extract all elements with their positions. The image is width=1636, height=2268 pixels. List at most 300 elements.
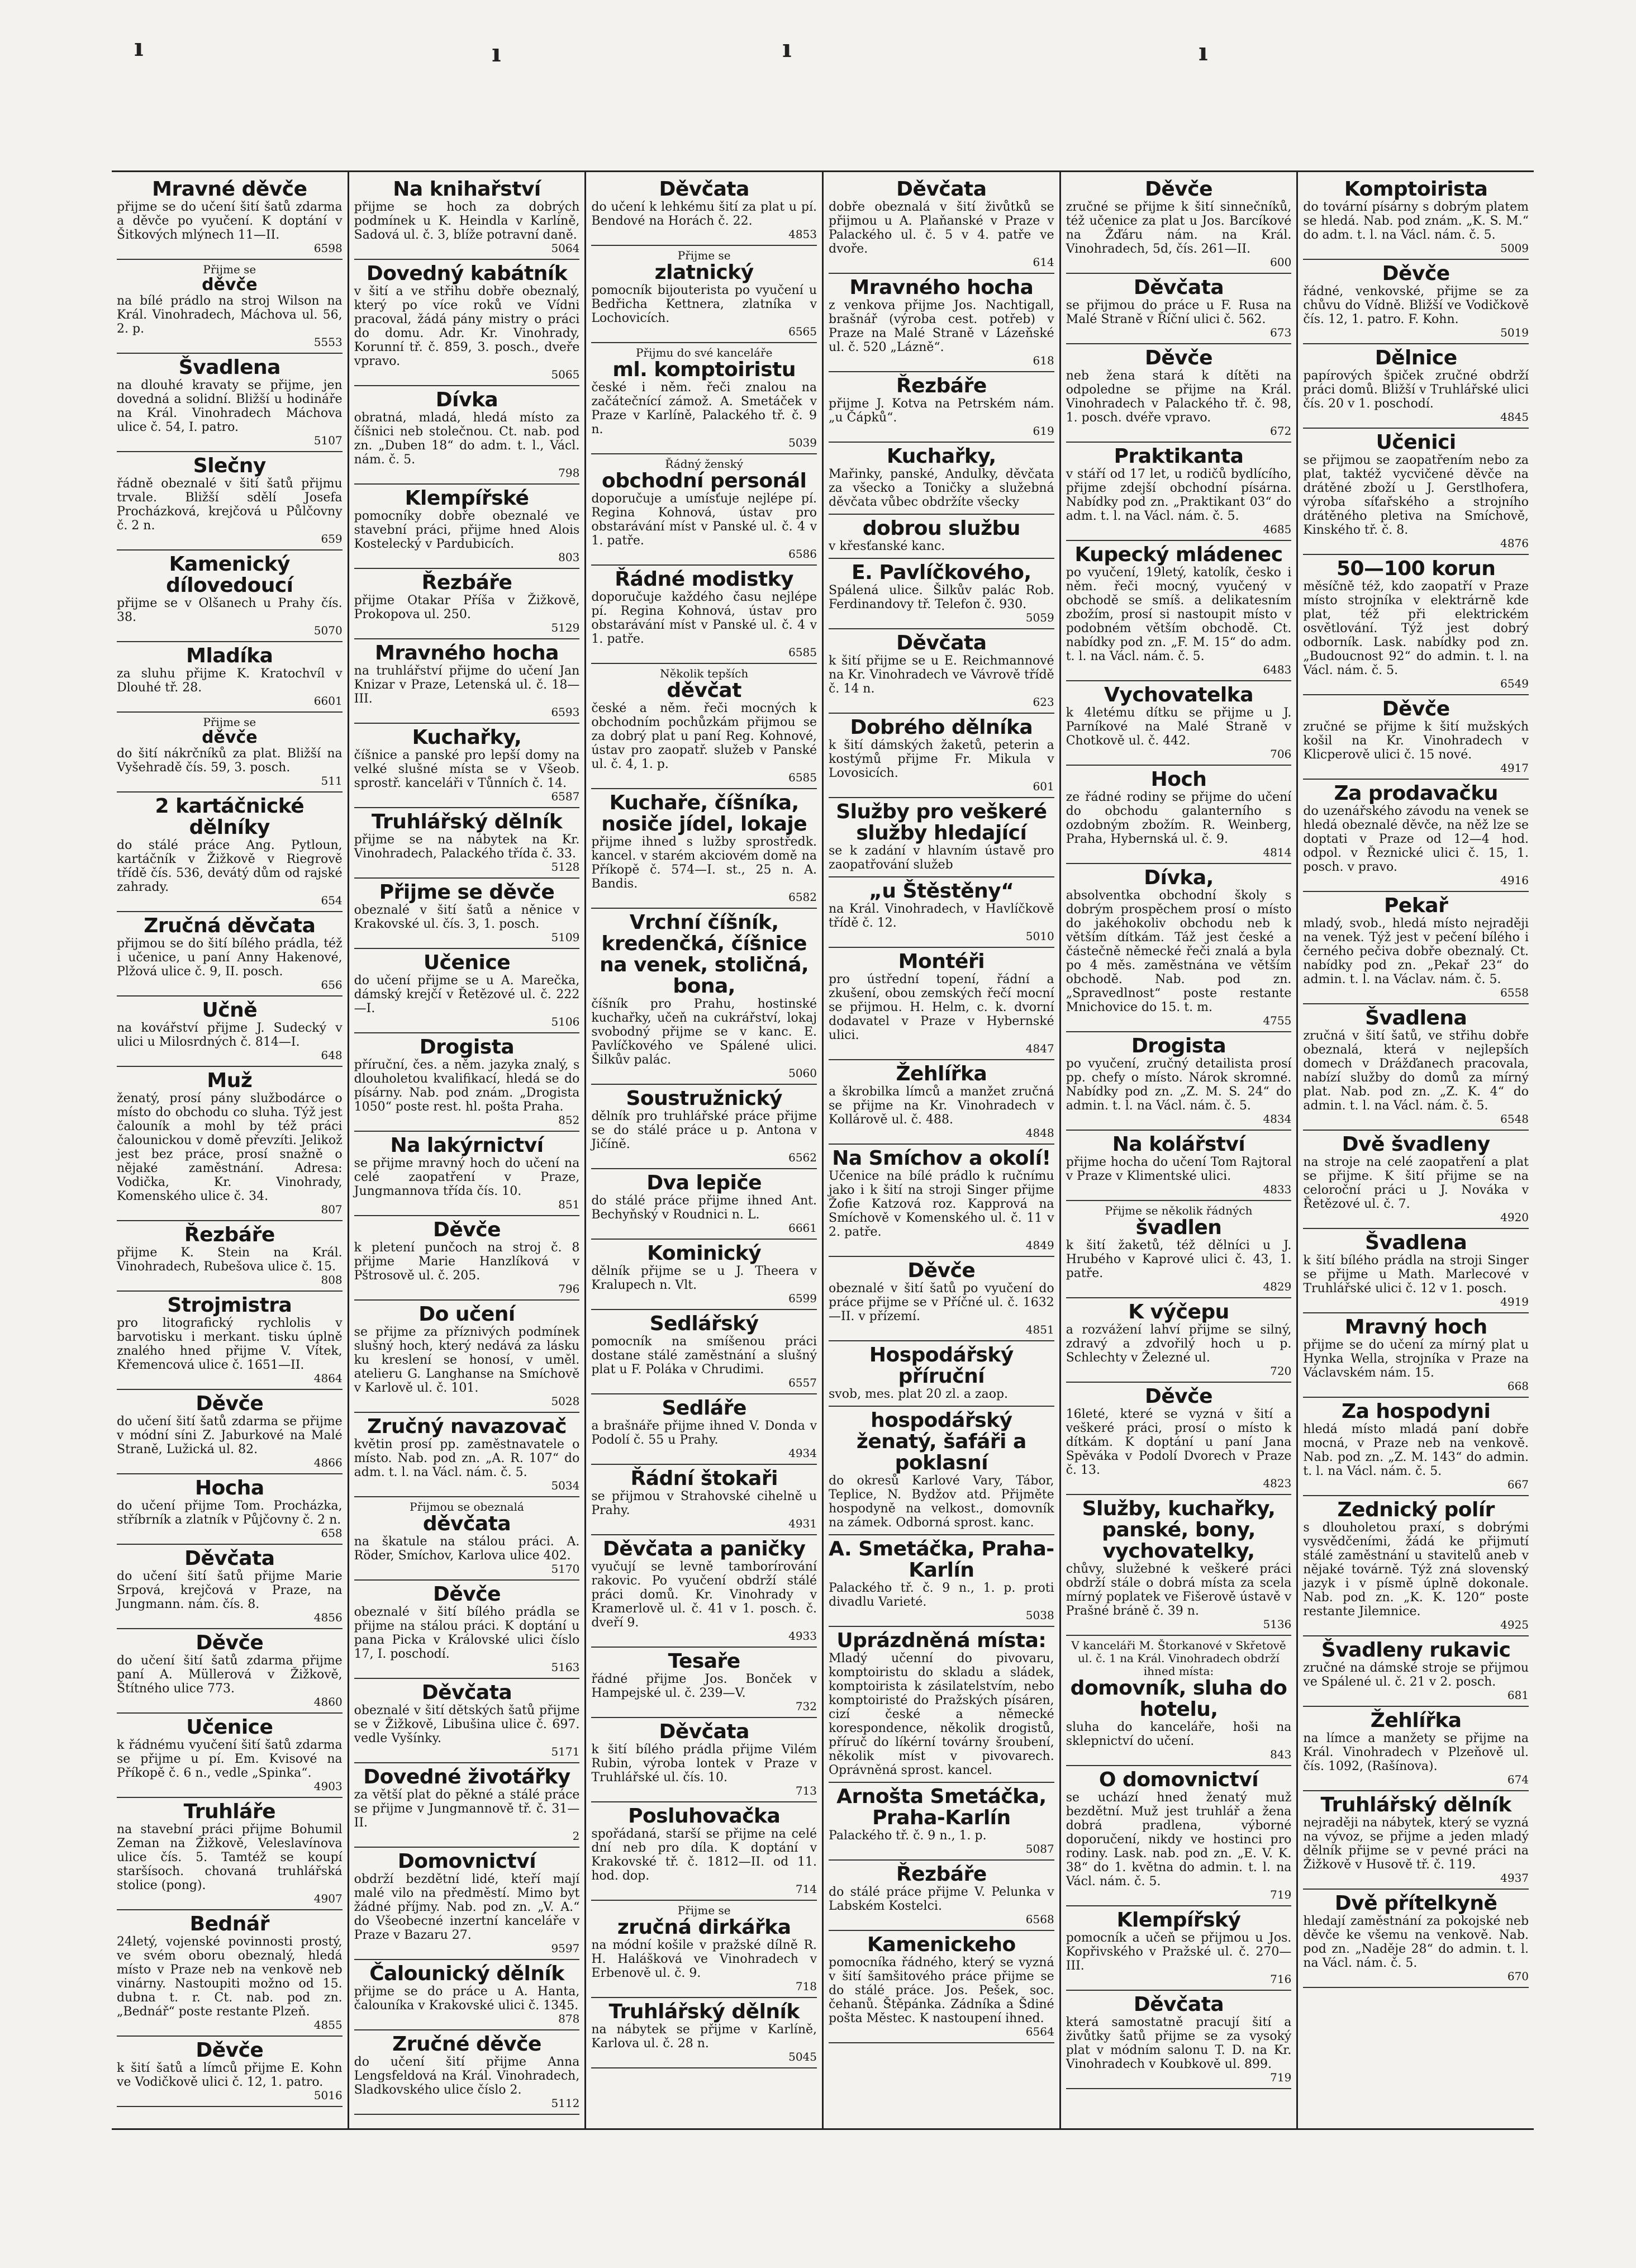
ad-text: na kovářství přijme J. Sudecký v ulici u Milosrdných č. 814—I. [117, 1021, 343, 1049]
classified-ad [1303, 1636, 1529, 1707]
ad-code: 718 [795, 1980, 817, 1993]
ad-text: Učenice na bílé prádlo k ručnímu jako i k šití na stroji Singer přijme Žofie Katzová roz. Kapprová na Smíchově v Komenského ul. č. 11 v 2. patře. [829, 1169, 1054, 1239]
classified-ad [117, 1390, 343, 1474]
ad-text: přijme se do práce u A. Hanta, čalouníka v Krakovské ulici č. 1345. [354, 1985, 580, 2013]
classified-ad [591, 1802, 817, 1901]
ad-code: 4845 [1500, 410, 1529, 424]
classified-ad [354, 1216, 580, 1301]
ad-code: 6562 [788, 1151, 817, 1164]
classified-ad [354, 1413, 580, 1497]
ad-headline: Na Smíchov a okolí! [832, 1147, 1051, 1170]
ad-headline: Kuchaře, číšníka, nosiče jídel, lokaje [601, 791, 807, 836]
ad-text: řádné přijme Jos. Bonček v Hampejské ul. č. 239—V. [591, 1672, 817, 1700]
ad-text: se přijme mravný hoch do učení na celé zaopatření v Praze, Jungmannova třída čís. 10. [354, 1156, 580, 1198]
ad-code: 6598 [313, 241, 343, 255]
ad-text: Mařinky, panské, Andulky, děvčata za všecko a Toničky a služebná děvčata vůbec obdržíte všecky [829, 467, 1054, 509]
ad-code: 6483 [1263, 663, 1292, 676]
ad-text: Palackého tř. č. 9 n., 1. p. proti divadlu Varieté. [829, 1581, 1054, 1609]
ad-code: 4903 [313, 1780, 343, 1793]
ad-code: 673 [1270, 326, 1292, 339]
ad-code: 878 [558, 2012, 580, 2025]
ad-headline: domovník, sluha do hotelu, [1070, 1677, 1287, 1721]
ad-text: do učení šití šatů zdarma přijme paní A. Müllerová v Žižkově, Štítného ulice 773. [117, 1654, 343, 1696]
ad-code: 5087 [1025, 1842, 1054, 1856]
classified-ad [117, 912, 343, 997]
ad-headline: Kuchařky, [887, 445, 996, 468]
ad-headline: Bednář [189, 1913, 269, 1935]
ad-text: s dlouholetou praxí, s dobrými vysvědčeními, žádá ke přijmutí stálé zaměstnání u stavitelů aneb v nějaké továrně. Týž zná slovenský jazyk i v písmě úplně dokonale. Nab. pod zn. „K. K. 120“ poste restante Jilemnice. [1303, 1521, 1529, 1619]
ad-headline: Děvčata [184, 1547, 275, 1570]
classified-ad [591, 1998, 817, 2068]
ad-code: 4848 [1025, 1126, 1054, 1140]
ad-text: do tovární písárny s dobrým platem se hledá. Nab. pod znám. „K. S. M.“ do adm. t. l. na Václ. nám. č. 5. [1303, 200, 1529, 242]
ad-headline: Řezbáře [896, 1863, 987, 1886]
scan-margin [0, 0, 1636, 112]
ad-headline: děvčat [667, 679, 741, 702]
ad-headline: Strojmistra [167, 1294, 292, 1317]
ad-text: se přijmou v Strahovské cihelně u Prahy. [591, 1489, 817, 1517]
ad-headline: Dívka [435, 388, 498, 411]
ad-headline: Soustružnický [626, 1087, 782, 1110]
ad-code: 4823 [1263, 1477, 1292, 1490]
classified-ad [117, 1292, 343, 1390]
classified-ad [354, 1497, 580, 1581]
ad-headline: Řezbáře [184, 1223, 275, 1246]
ad-text: absolventka obchodní školy s dobrým prospěchem prosí o místo do jakéhokoliv obchodu neb k větším dítkám. Táž jest české a částečně německé řeči znalá a byla po 4 měs. zaměstnána ve větším obchodě. Nab. pod zn. „Spravedlnost“ poste restante Mnichovice do 15. t. m. [1066, 889, 1292, 1014]
ad-headline: Mravného hocha [375, 642, 559, 665]
ad-text: k šití šatů a límců přijme E. Kohn ve Vodičkově ulici č. 12, 1. patro. [117, 2061, 343, 2089]
classified-ad [1303, 1890, 1529, 1988]
ad-text: Palackého tř. č. 9 n., 1. p. [829, 1829, 987, 1843]
ad-text: řádné, venkovské, přijme se za chůvu do Vídně. Bližší ve Vodičkově čís. 12, 1. patro. F. Kohn. [1303, 284, 1529, 326]
ad-text: hledají zaměstnání za pokojské neb děvče ke všemu na venkově. Nab. pod zn. „Naděje 28“ do admin. t. l. na Václ. nám. č. 5. [1303, 1914, 1529, 1970]
classified-ad [117, 793, 343, 912]
ad-code: 5128 [551, 860, 580, 874]
ad-headline: ml. komptoiristu [612, 358, 796, 381]
ad-text: dobře obeznalá v šití živůtků se přijmou u A. Plaňanské v Praze v Palackého ul. č. 5 v 4. patře ve dvoře. [829, 200, 1054, 256]
classified-ad [354, 879, 580, 949]
ad-code: 9597 [551, 1942, 580, 1955]
ad-code: 6557 [788, 1376, 817, 1389]
ad-column [112, 172, 348, 2128]
ad-code: 5136 [1263, 1617, 1292, 1631]
ad-text: se přijmou se zaopatřením nebo za plat, taktéž vycvičené děvče na drátěné zboží u J. Gerstlhofera, výroba síťařského a strojního drátěného pletiva na Smíchově, Kinského tř. č. 8. [1303, 453, 1529, 537]
ad-text: k 4letému dítku se přijme u J. Parníkové na Malé Straně v Chotkově ul. č. 442. [1066, 706, 1292, 748]
ad-code: 5070 [313, 624, 343, 637]
ad-text: na bílé prádlo na stroj Wilson na Král. Vinohradech, Máchova ul. 56, 2. p. [117, 294, 343, 336]
classified-ad [591, 909, 817, 1085]
classified-ad [354, 260, 580, 386]
ad-code: 716 [1270, 1972, 1292, 1986]
classified-ad [829, 274, 1054, 372]
ad-text: do stálé práce přijme ihned Ant. Bechyňský v Roudnici n. L. [591, 1194, 817, 1222]
ad-headline: Děvče [1145, 178, 1213, 201]
ad-text: v stáří od 17 let, u rodičů bydlícího, přijme zdejší obchodní písárna. Nabídky pod zn. „Praktikant 03“ do adm. t. l. na Václ. nám. č. 5. [1066, 467, 1292, 523]
ad-headline: Mravné děvče [152, 178, 307, 201]
ad-headline: Švadleny rukavic [1321, 1639, 1511, 1662]
ad-headline: Dívka, [1144, 866, 1214, 889]
classified-ad [591, 1648, 817, 1718]
ad-headline: zručná dirkářka [617, 1916, 791, 1939]
ad-code: 674 [1507, 1773, 1529, 1786]
ad-text: a škrobilka límců a manžet zručná se přijme na Kr. Vinohradech v Kollárově ul. č. 488. [829, 1085, 1054, 1127]
ad-code: 2 [572, 1829, 580, 1843]
classified-ad [1066, 1298, 1292, 1383]
ad-headline: Učně [202, 999, 258, 1022]
ad-code: 719 [1270, 2071, 1292, 2084]
ad-code: 6549 [1500, 677, 1529, 690]
classified-ad [1303, 344, 1529, 429]
ad-text: do šití nákrčníků za plat. Bližší na Vyšehradě čís. 59, 3. posch. [117, 747, 343, 775]
ad-headline: Sedláře [662, 1397, 746, 1420]
ad-headline: Řádní štokaři [630, 1467, 778, 1490]
ad-code: 6593 [551, 705, 580, 719]
ad-text: na límce a manžety se přijme na Král. Vinohradech v Plzeňově ul. čís. 1092, (Rašínova). [1303, 1731, 1529, 1773]
classified-ad [1066, 175, 1292, 274]
classified-ad [354, 639, 580, 724]
ad-code: 4814 [1263, 846, 1292, 859]
ad-code: 4849 [1025, 1239, 1054, 1252]
classified-ad [1303, 695, 1529, 780]
classified-ad [829, 1060, 1054, 1145]
ad-headline: švadlen [1135, 1216, 1222, 1239]
ad-headline: Děvče [196, 1631, 264, 1654]
ad-text: ze řádné rodiny se přijme do učení do obchodu galanterního s ozdobným zbožím. R. Weinberg, Praha, Hybernská ul. č. 9. [1066, 790, 1292, 846]
ad-code: 5060 [788, 1066, 817, 1080]
ad-headline: Tesaře [668, 1650, 740, 1673]
ad-code: 6661 [788, 1221, 817, 1235]
classified-ads-page [112, 170, 1534, 2130]
classified-ad [1303, 260, 1529, 344]
classified-ad [354, 569, 580, 639]
ad-text: přijme se do učení za mírný plat u Hynka Wella, strojníka v Praze na Václavském nám. 15. [1303, 1338, 1529, 1380]
ad-headline: A. Smetáčka, Praha-Karlín [829, 1538, 1054, 1582]
ad-headline: Slečny [193, 454, 266, 477]
classified-ad [1066, 344, 1292, 443]
ad-headline: Do učení [418, 1303, 515, 1326]
ad-code: 713 [795, 1784, 817, 1797]
ad-code: 5065 [551, 368, 580, 381]
ad-text: obdrží bezdětní lidé, kteří mají malé vilo na předměstí. Mimo byt žádné příjmy. Nab. pod zn. „V. A.“ do Všeobecné inzertní kanceláře v Praze v Bazaru 27. [354, 1872, 580, 1942]
classified-ad [1066, 1032, 1292, 1131]
ad-code: 667 [1507, 1478, 1529, 1491]
classified-ad [829, 948, 1054, 1060]
classified-ad [1303, 1496, 1529, 1636]
ad-text: k šití bílého prádla přijme Vilém Rubin, výroba lontek v Praze v Truhlářské ul. čís. 10. [591, 1743, 817, 1785]
classified-ad [829, 1931, 1054, 2043]
ad-headline: Přijme se děvče [379, 881, 555, 904]
ad-headline: Uprázdněná místa: [836, 1629, 1047, 1652]
classified-ad [1303, 1707, 1529, 1791]
ad-code: 6587 [551, 790, 580, 803]
classified-ad [591, 664, 817, 789]
ad-text: se k zadání v hlavním ústavě pro zaopatřování služeb [829, 844, 1054, 872]
ad-headline: Řádné modistky [615, 568, 794, 591]
classified-ad [591, 1465, 817, 1535]
ad-text: přijme Otakar Příša v Žižkově, Prokopova ul. 250. [354, 594, 580, 621]
ad-text: příruční, čes. a něm. jazyka znalý, s dlouholetou kvalifikací, hledá se do písárny. Nab. pod znám. „Drogista 1050“ poste rest. hl. pošta Praha. [354, 1058, 580, 1114]
ad-headline: Dva lepiče [646, 1171, 762, 1194]
ad-text: přijme se hoch za dobrých podmínek u K. Heindla v Karlíně, Sadová ul. č. 3, blíže potravní daně. [354, 200, 580, 242]
classified-ad [591, 246, 817, 343]
ad-headline: Posluhovačka [628, 1805, 781, 1828]
ad-code: 5129 [551, 621, 580, 634]
classified-ad [1066, 864, 1292, 1032]
ad-code: 4925 [1500, 1618, 1529, 1631]
classified-ad [1066, 1495, 1292, 1636]
ad-text: obeznalé v šití šatů po vyučení do práce přijme se v Příčné ul. č. 1632—II. v přízemí. [829, 1282, 1054, 1323]
ad-text: pomocník bijouterista po vyučení u Bedřicha Kettnera, zlatníka v Lochovicích. [591, 283, 817, 325]
ad-code: 4855 [313, 2018, 343, 2032]
ad-headline: Kamenickeho [867, 1933, 1016, 1956]
ad-text: pomocník a učeň se přijmou u Jos. Kopřivského v Pražské ul. č. 270—III. [1066, 1931, 1292, 1973]
ad-code: 614 [1033, 255, 1054, 269]
ad-text: nejraději na nábytek, který se vyzná na vývoz, se přijme a jeden mladý dělník přijme se v pevné práci na Žižkově v Husově tř. č. 119. [1303, 1816, 1529, 1872]
classified-ad [354, 386, 580, 485]
classified-ad [354, 2030, 580, 2115]
classified-ad [829, 629, 1054, 714]
ad-headline: Děvče [196, 2039, 264, 2062]
ad-text: české i něm. řeči znalou na začátečnící zámož. A. Smetáček v Praze v Karlíně, Palackého tř. č. 9 n. [591, 381, 817, 436]
ad-text: na módní košile v pražské dílně R. H. Halášková ve Vinohradech v Erbenově ul. č. 9. [591, 1938, 817, 1980]
ad-text: na škatule na stálou práci. A. Röder, Smíchov, Karlova ulice 402. [354, 1535, 580, 1563]
ad-text: k řádnému vyučení šití šatů zdarma se přijme u pí. Em. Kvisové na Příkopě č. 6 n., vedle „Spinka“. [117, 1738, 343, 1780]
ad-text: přijme se na nábytek na Kr. Vinohradech, Palackého třída č. 33. [354, 833, 580, 861]
ad-headline: Truhlářský dělník [608, 2000, 800, 2023]
classified-ad [354, 1581, 580, 1679]
ad-code: 648 [321, 1048, 343, 1062]
ad-headline: „u Štěstěny“ [869, 880, 1014, 903]
classified-ad [117, 1545, 343, 1629]
classified-ad [591, 1085, 817, 1169]
ad-text: přijme se v Olšanech u Prahy čís. 38. [117, 596, 343, 624]
ad-code: 5028 [551, 1394, 580, 1408]
classified-ad [829, 443, 1054, 515]
classified-ad [117, 713, 343, 793]
classified-ad [591, 175, 817, 246]
classified-ad [354, 1132, 580, 1216]
classified-ad [117, 1714, 343, 1798]
ad-headline: Truhlářský dělník [1320, 1793, 1511, 1816]
ad-lead-in: Přijme se několik řádných [1105, 1204, 1253, 1217]
ad-text: ženatý, prosí pány službodárce o místo do obchodu co sluha. Týž jest čalouník a mohl by též práci čalounickou v domě převzíti. Jelikož jest bez práce, prosí snažně o nějaké zaměstnání. Adresa: Vodička, Kr. Vinohrady, Komenského ulice č. 34. [117, 1092, 343, 1203]
scan-mark: ı [134, 34, 144, 62]
classified-ad [829, 1145, 1054, 1257]
ad-headline: Děvčata [1133, 1993, 1224, 2016]
ad-code: 5019 [1500, 326, 1529, 339]
classified-ad [1066, 1636, 1292, 1766]
ad-headline: Truhlářský dělník [371, 810, 563, 833]
classified-ad [829, 1783, 1054, 1861]
ad-headline: Drogista [1131, 1035, 1226, 1057]
ad-code: 6548 [1500, 1112, 1529, 1126]
ad-code: 6586 [788, 547, 817, 561]
ad-text: na dlouhé kravaty se přijme, jen dovedná a solidní. Bližší u hodináře na Král. Vinohradech Máchova ulice č. 54, I. patro. [117, 378, 343, 434]
ad-headline: Čalounický dělník [369, 1962, 564, 1985]
ad-headline: Truhláře [183, 1800, 276, 1823]
ad-headline: Hospodářský příruční [869, 1344, 1014, 1388]
ad-subheadline: děvče [202, 275, 258, 295]
ad-headline: 2 kartáčnické dělníky [155, 795, 305, 839]
ad-code: 4864 [313, 1372, 343, 1385]
ad-text: přijmou se do šití bílého prádla, též i učenice, u paní Anny Hakenové, Plžová ulice č. 9, II. posch. [117, 937, 343, 979]
ad-code: 672 [1270, 424, 1292, 438]
ad-headline: K výčepu [1128, 1301, 1229, 1323]
ad-text: za větší plat do pěkné a stálé práce se přijme v Jungmannově tř. č. 31—II. [354, 1788, 580, 1830]
classified-ad [354, 1301, 580, 1413]
ad-text: chůvy, služebné k veškeré práci obdrží stále o dobrá místa za scela mírný poplatek ve Fišerově ústavě v Prašné bráně č. 39 n. [1066, 1562, 1292, 1618]
ad-headline: Mravný hoch [1344, 1316, 1487, 1339]
ad-code: 807 [321, 1203, 343, 1216]
ad-headline: Hocha [195, 1477, 264, 1500]
ad-text: do učení šití přijme Anna Lengsfeldová na Král. Vinohradech, Sladkovského ulice číslo 2. [354, 2055, 580, 2097]
ad-headline: Klempířské [405, 487, 529, 510]
ad-code: 4919 [1500, 1295, 1529, 1308]
ad-headline: zlatnický [654, 261, 754, 284]
classified-ad [117, 1474, 343, 1545]
ad-headline: Učenice [423, 951, 511, 974]
ad-headline: hospodářský ženatý, šafáři a poklasní [856, 1409, 1026, 1474]
ad-headline: Za prodavačku [1334, 782, 1498, 805]
ad-code: 4856 [313, 1611, 343, 1624]
classified-ad [1066, 681, 1292, 766]
ad-text: pro ústřední topení, řádní a zkušení, obou zemských řečí mocní se přijmou. H. Helm, c. k. dvorní dodavatel v Praze v Hybernské ulici. [829, 972, 1054, 1042]
ad-code: 4833 [1263, 1183, 1292, 1196]
ad-text: na Král. Vinohradech, v Havlíčkově třídě č. 12. [829, 902, 1054, 930]
ad-headline: Služby pro veškeré služby hledající [836, 800, 1047, 844]
ad-text: se přijmou do práce u F. Rusa na Malé Straně v Říční ulici č. 562. [1066, 298, 1292, 326]
ad-lead-in: Přijme se [203, 263, 256, 276]
classified-ad [1066, 443, 1292, 541]
ad-code: 4920 [1500, 1211, 1529, 1224]
ad-code: 5109 [551, 931, 580, 944]
classified-ad [829, 175, 1054, 274]
classified-ad [1303, 892, 1529, 1004]
ad-text: a brašnáře přijme ihned V. Donda v Podolí č. 55 u Prahy. [591, 1419, 817, 1447]
classified-ad [117, 997, 343, 1067]
ad-code: 6601 [313, 694, 343, 708]
ad-headline: Děvčata [1133, 276, 1224, 299]
classified-ad [591, 1901, 817, 1998]
ad-text: dělník přijme se u J. Theera v Kralupech n. Vlt. [591, 1264, 817, 1292]
ad-text: po vyučení, 19letý, katolík, česko i něm. řeči mocný, vyučený v obchodě se smíš. a delikatesním zbožím, prosí si nastoupit místo v podobném větším obchodě. Ct. nabídky pod zn. „F. M. 15“ do adm. t. l. na Václ. nám. č. 5. [1066, 566, 1292, 663]
ad-lead-in: Přijme se [677, 249, 731, 262]
ad-headline: Dobrého dělníka [850, 716, 1033, 739]
ad-code: 4917 [1500, 761, 1529, 775]
ad-text: pomocníky dobře obeznalé ve stavební práci, přijme hned Alois Kostelecký v Pardubicích. [354, 509, 580, 551]
ad-headline: Žehlířka [1370, 1709, 1462, 1732]
ad-text: k šití bílého prádla na stroji Singer se přijme u Math. Marlecové v Truhlářské ulici č. 12 v 1. posch. [1303, 1254, 1529, 1296]
ad-text: 24letý, vojenské povinnosti prostý, ve svém oboru obeznalý, hledá místo v Praze neb na venkově neb vinárny. Nastoupiti možno od 15. dubna t. r. Ct. nab. pod zn. „Bednář“ poste restante Plzeň. [117, 1935, 343, 2019]
ad-text: a rozvážení lahví přijme se silný, zdravý a zdvořilý hoch u p. Schlechty v Železné ul. [1066, 1323, 1292, 1365]
classified-ad [591, 454, 817, 566]
ad-headline: Za hospodyni [1341, 1400, 1491, 1423]
ad-headline: Vychovatelka [1104, 684, 1254, 706]
ad-text: obeznalé v šití bílého prádla se přijme na stálou práci. K doptání u pana Picka v Královské ulici číslo 17, I. poschodí. [354, 1605, 580, 1661]
ad-code: 5034 [551, 1479, 580, 1492]
ad-text: pomocník na smíšenou práci dostane stálé zaměstnání a slušný plat u F. Poláka v Chrudimi. [591, 1335, 817, 1377]
ad-subheadline: děvče [202, 728, 258, 747]
ad-lead-in: V kanceláři M. Štorkanové v Skřetově ul. č. 1 na Král. Vinohradech obdrží ihned místa: [1071, 1639, 1286, 1678]
ad-code: 6585 [788, 646, 817, 659]
ad-headline: Děvčata a paničky [602, 1538, 806, 1560]
ad-text: z venkova přijme Jos. Nachtigall, brašnář (výroba cest. potřeb) v Praze na Malé Straně v Lázeňské ul. č. 520 „Lázně“. [829, 298, 1054, 354]
ad-text: po vyučení, zručný detailista prosí pp. chefy o místo. Nárok skromné. Nabídky pod zn. „Z. M. S. 24“ do admin. t. l. na Václ. nám. č. 5. [1066, 1057, 1292, 1113]
ad-code: 4755 [1263, 1014, 1292, 1027]
ad-headline: děvčata [422, 1512, 511, 1535]
ad-code: 5010 [1025, 929, 1054, 943]
ad-headline: Arnošta Smetáčka, Praha-Karlín [836, 1785, 1047, 1829]
ad-text: číšník pro Prahu, hostinské kuchařky, učeň na cukrářství, lokaj svobodný přijme se v kanc. E. Pavlíčkového ve Spálené ulici. Šilkův palác. [591, 997, 817, 1067]
ad-code: 4937 [1500, 1871, 1529, 1885]
classified-ad [354, 1960, 580, 2030]
ad-code: 5016 [313, 2089, 343, 2102]
ad-headline: Praktikanta [1114, 445, 1244, 468]
ad-code: 623 [1033, 695, 1054, 709]
ad-text: v křesťanské kanc. [829, 539, 945, 553]
ad-headline: Zručná děvčata [144, 914, 316, 937]
ad-code: 619 [1033, 424, 1054, 438]
ad-code: 4907 [313, 1892, 343, 1905]
classified-ad [1066, 1131, 1292, 1201]
ad-headline: Dovedný kabátník [366, 262, 568, 285]
ad-headline: dobrou službu [862, 517, 1020, 540]
ad-code: 5009 [1500, 241, 1529, 255]
classified-ad [354, 175, 580, 260]
ad-headline: obchodní personál [602, 469, 807, 492]
ad-text: do stálé práce přijme V. Pelunka v Labském Kostelci. [829, 1885, 1054, 1913]
classified-ad [829, 798, 1054, 877]
ad-text: do okresů Karlové Vary, Tábor, Teplice, N. Bydžov atd. Přijměte hospodyně na velkost., domovník na zámek. Odborná sprost. kanc. [829, 1474, 1054, 1530]
ad-headline: Mladíka [186, 644, 273, 667]
ad-lead-in: Přijme se [677, 1904, 731, 1917]
classified-ad [591, 789, 817, 909]
ad-text: sluha do kanceláře, hoši na sklepnictví do učení. [1066, 1720, 1292, 1748]
ad-code: 5059 [1025, 611, 1054, 624]
classified-ad [117, 1910, 343, 2037]
ad-code: 6558 [1500, 986, 1529, 999]
classified-ad [829, 1407, 1054, 1535]
classified-ad [354, 485, 580, 569]
ad-text: dělník pro truhlářské práce přijme se do stálé práce u p. Antona v Jičíně. [591, 1109, 817, 1151]
classified-ad [1066, 1991, 1292, 2089]
ad-headline: Vrchní číšník, kredenčká, číšnice na venek, stoličná, bona, [600, 911, 809, 998]
ad-text: do učení k lehkému šití za plat u pí. Bendové na Horách č. 22. [591, 200, 817, 228]
classified-ad [1066, 274, 1292, 344]
ad-headline: Žehlířka [896, 1062, 987, 1085]
ad-code: 4834 [1263, 1112, 1292, 1126]
ad-lead-in: Několik tepších [660, 667, 749, 680]
ad-text: řádně obeznalé v šití šatů přijmu trvale. Bližší sdělí Josefa Procházková, krejčová u Půlčovny č. 2 n. [117, 477, 343, 533]
ad-headline: Klempířský [1116, 1909, 1241, 1932]
ad-column [1296, 172, 1534, 2128]
ad-headline: Dělnice [1375, 347, 1457, 369]
ad-code: 851 [558, 1198, 580, 1211]
ad-headline: Dvě švadleny [1342, 1133, 1490, 1156]
classified-ad [117, 1221, 343, 1292]
ad-text: přijme ihned s lužby sprostředk. kancel. v starém akciovém domě na Příkopě č. 574—I. st., 25 n. A. Bandis. [591, 835, 817, 891]
ad-code: 5171 [551, 1745, 580, 1758]
ad-code: 5039 [788, 436, 817, 449]
classified-ad [591, 1169, 817, 1240]
ad-lead-in: Přijme se [203, 715, 256, 729]
ad-headline: Kominický [647, 1242, 762, 1265]
ad-headline: Řezbáře [421, 571, 512, 594]
ad-code: 654 [321, 894, 343, 907]
ad-code: 6582 [788, 890, 817, 904]
ad-text: v šití a ve střihu dobře obeznalý, který po více roků ve Vídni pracoval, žádá pány mistry o práci do domu. Adr. Kr. Vinohrady, Korunní tř. č. 859, 3. posch., dveře vpravo. [354, 284, 580, 368]
classified-ad [829, 1535, 1054, 1627]
